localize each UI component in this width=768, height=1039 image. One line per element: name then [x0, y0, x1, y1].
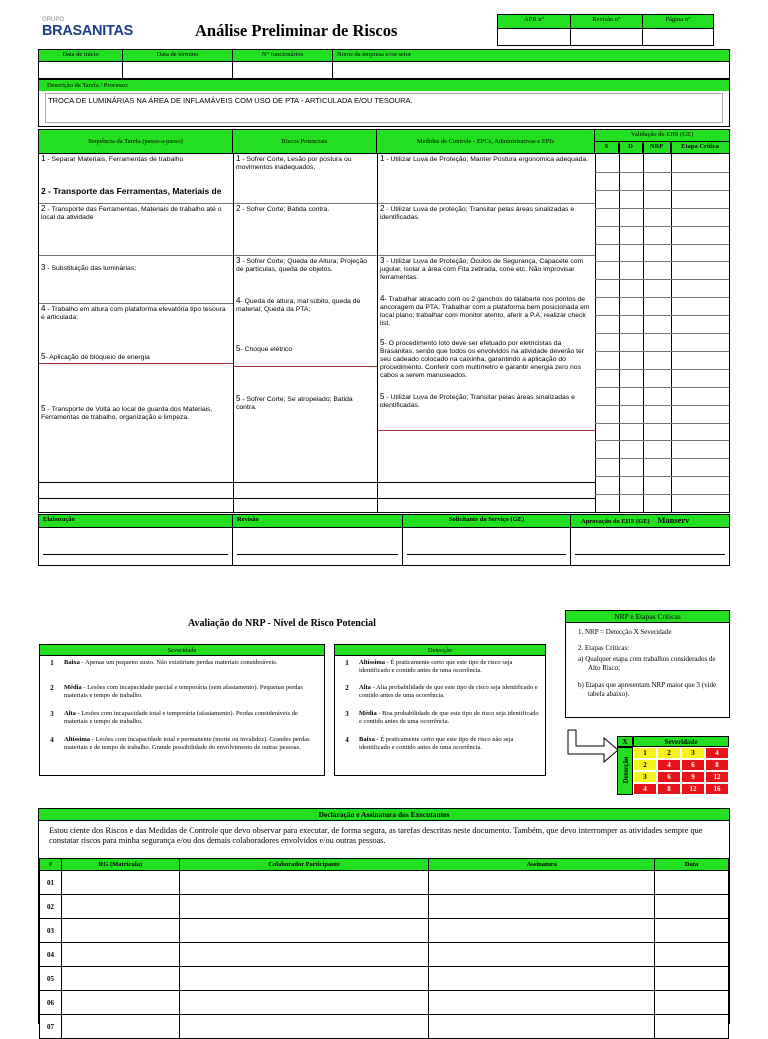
nrp-box-title: NRP e Etapas Críticas — [566, 611, 729, 623]
matrix-cell: 16 — [705, 783, 729, 795]
logo — [42, 17, 138, 43]
th-medidas: Medidas de Controle - EPCs, Administrativas e EPIs — [377, 130, 595, 154]
step-3 — [39, 256, 233, 304]
nome-empresa-label: Nome da empresa e/ou setor — [333, 50, 729, 62]
validation-grid-line — [595, 405, 729, 406]
risk-3-num: 3 — [236, 256, 241, 265]
measure-6-num: 5 — [380, 392, 385, 401]
severidade-text: - Lesões com incapacidade parcial e temporária (sem afastamento). Pequenas perdas materiais e tempo de trabalho. — [64, 684, 303, 699]
measure-6-text: - Utilizar Luva de Proteção; Transitar pelas áreas sinalizadas e identificadas. — [380, 394, 575, 409]
validation-grid-line — [595, 208, 729, 209]
pagina-value[interactable] — [643, 29, 713, 45]
validation-grid-line — [595, 440, 729, 441]
matrix-severidade: Severidade — [633, 736, 729, 747]
risk-2-num: 2 — [236, 204, 241, 213]
matrix-cell: 4 — [633, 783, 657, 795]
measure-1-text: - Utilizar Luva de Proteção; Manter Postura ergonomica adequada. — [384, 156, 589, 163]
step-2-num: 2 — [41, 204, 46, 213]
risk-6-num: 5 — [236, 394, 241, 403]
step-3-num: 3 — [41, 263, 46, 272]
elaboracao-sign-field[interactable] — [39, 528, 233, 565]
validation-grid-line — [595, 351, 729, 352]
col-rg: RG (Matrícula) — [61, 859, 179, 871]
executor-row — [40, 967, 729, 991]
executor-name-field[interactable] — [179, 895, 429, 919]
risk-3 — [234, 256, 377, 292]
validation-grid[interactable] — [595, 154, 729, 512]
measure-2-text: - Utilizar Luva de proteção; Transitar pelas áreas sinalizadas e identificadas. — [380, 206, 575, 221]
executor-row-num: 07 — [40, 1015, 62, 1039]
severidade-num: 1 — [50, 659, 54, 667]
executor-name-field[interactable] — [179, 943, 429, 967]
col-num: # — [40, 859, 62, 871]
col-data: Data — [655, 859, 729, 871]
risk-4-num: 4 — [236, 296, 241, 305]
info-row — [38, 49, 730, 79]
nrp-item2: 2. Etapas Críticas: — [578, 644, 630, 652]
risk-5 — [234, 344, 377, 358]
measure-3-num: 3 — [380, 256, 385, 265]
executor-rg-field[interactable] — [61, 1015, 179, 1039]
descricao-text: TROCA DE LUMINÁRIAS NA ÁREA DE INFLAMÁVEIS COM USO DE PTA - ARTICULADA E/OU TESOURA. — [48, 96, 413, 105]
measure-6 — [378, 392, 595, 414]
page-title: Análise Preliminar de Riscos — [195, 21, 398, 40]
validation-grid-line — [595, 458, 729, 459]
aprovacao-text: Aprovação do EHS (GE) — [581, 518, 650, 525]
executor-rg-field[interactable] — [61, 943, 179, 967]
nrp-box — [565, 610, 730, 718]
severidade-level: Altíssima — [64, 736, 90, 743]
matrix-cell: 4 — [657, 759, 681, 771]
risk-1-text: - Sofrer Corte, Lesão por postura ou movimentos inadequados, — [236, 156, 352, 171]
risk-2-text: - Sofrer Corte; Batida contra. — [240, 206, 330, 213]
executor-row-num: 02 — [40, 895, 62, 919]
executor-signature-field[interactable] — [429, 919, 655, 943]
validation-grid-line — [595, 297, 729, 298]
deteccao-text: - Alta probabilidade de que este tipo de risco seja identificado e contido antes de uma ocorrência. — [359, 684, 538, 699]
executor-date-field[interactable] — [655, 919, 729, 943]
measure-5 — [378, 338, 595, 388]
validation-grid-line — [595, 494, 729, 495]
th-etapa-critica: Etapa Crítica — [671, 142, 729, 154]
data-inicio-label: Data de início — [39, 50, 123, 62]
step-6-text: - Transporte de Volta ao local de guarda dos Materiais, Ferramentas de trabalho, organização e limpeza. — [41, 406, 213, 421]
risk-2 — [234, 204, 377, 256]
measure-3-text: - Utilizar Luva de Proteção; Óculos de Segurança, Capacete com jugular, isolar a área com Fita zebrada, cone etc. Não improvisar ferramentas. — [380, 258, 584, 281]
risk-5-num: 5 — [236, 344, 241, 353]
deteccao-title: Detecção — [335, 645, 545, 656]
severidade-title: Severidade — [40, 645, 324, 656]
signature-row — [38, 514, 730, 566]
revisao-sign-field[interactable] — [233, 528, 403, 565]
matrix-cell: 1 — [633, 747, 657, 759]
executor-date-field[interactable] — [655, 871, 729, 895]
deteccao-text: - É praticamente certo que este tipo de risco seja identificado e contido antes de uma ocorrência. — [359, 659, 513, 674]
measure-1 — [378, 154, 595, 204]
executor-name-field[interactable] — [179, 967, 429, 991]
executor-rg-field[interactable] — [61, 967, 179, 991]
executor-row — [40, 895, 729, 919]
matrix-cell: 2 — [633, 759, 657, 771]
nrp-item1: 1. NRP = Detecção X Severidade — [578, 628, 672, 636]
nrp-item-b: b) Etapas que apresentam NRP maior que 3 (vide tabela abaixo). — [578, 681, 717, 698]
th-sequencia: Sequência da Tarefa (passo-a-passo) — [39, 130, 233, 154]
col-colab: Colaborador Participante — [179, 859, 429, 871]
executor-row — [40, 943, 729, 967]
severidade-item — [40, 682, 324, 708]
deteccao-level: Alta — [359, 684, 371, 691]
deteccao-num: 1 — [345, 659, 349, 667]
executor-row — [40, 1015, 729, 1039]
executor-name-field[interactable] — [179, 871, 429, 895]
executor-name-field[interactable] — [179, 991, 429, 1015]
deteccao-text: - É praticamente certo que este tipo de risco não seja identificado e contido antes de uma ocorrência. — [359, 736, 514, 751]
executor-rg-field[interactable] — [61, 871, 179, 895]
validation-grid-line — [595, 387, 729, 388]
num-funcionarios-label: N° funcionários — [233, 50, 333, 62]
solicitante-label: Solicitante do Serviço (GE) — [403, 515, 571, 528]
apr-box — [497, 14, 714, 46]
risk-4-text: - Queda de altura, mal súbito, queda de material; Queda da PTA; — [236, 298, 361, 313]
executor-row-num: 05 — [40, 967, 62, 991]
severidade-text: - Lesões com incapacidade total e temporária (afastamento). Perdas consideráveis de materiais e tempo de trabalho. — [64, 710, 298, 725]
risk-6-text: - Sofrer Corte; Se atropelado; Batida contra. — [236, 396, 353, 411]
aprovacao-label — [571, 515, 729, 528]
step-3-text: - Substituição das luminárias; — [45, 265, 137, 272]
th-validacao: Validação do EHS (GE) — [595, 130, 729, 142]
nome-empresa-field[interactable] — [333, 62, 729, 78]
matrix-cell: 3 — [633, 771, 657, 783]
deteccao-level: Média — [359, 710, 377, 717]
executor-date-field[interactable] — [655, 895, 729, 919]
measure-2 — [378, 204, 595, 256]
step-5-num: 5 — [41, 352, 46, 361]
risk-4 — [234, 296, 377, 320]
step-5 — [39, 352, 233, 364]
th-nrp: NRP — [643, 142, 671, 154]
validation-grid-line — [595, 244, 729, 245]
matrix-cell: 8 — [705, 759, 729, 771]
step-2 — [39, 204, 233, 256]
deteccao-item — [335, 656, 545, 682]
arrow-icon — [566, 728, 620, 770]
matrix-x: X — [617, 736, 633, 747]
severidade-text: - Apenas um pequeno susto. Não existiriam perdas materiais consideráveis. — [79, 659, 278, 666]
apr-label: APR n° — [498, 15, 571, 29]
risk-6 — [234, 394, 377, 416]
executor-signature-field[interactable] — [429, 967, 655, 991]
validation-grid-line — [595, 279, 729, 280]
revisao-value[interactable] — [571, 29, 643, 45]
measure-5-text: - O procedimento loto deve ser efetuado por eletricistas da Brasanitas, sendo que todos os envolvidos na atividade deverão ter seu cadeado colocado na caixinha, garantindo a aplicação do procedimento. Conferir com multímetro e garantir energia zero nos cabos a serem manuseados. — [380, 340, 585, 379]
matrix-cell: 9 — [681, 771, 705, 783]
col-ass: Assinatura — [429, 859, 655, 871]
validation-grid-line — [595, 315, 729, 316]
matrix-cell: 3 — [681, 747, 705, 759]
measure-1-num: 1 — [380, 154, 385, 163]
th-s: S — [595, 142, 619, 154]
executor-rg-field[interactable] — [61, 895, 179, 919]
measure-4 — [378, 294, 595, 334]
risk-table — [38, 129, 730, 513]
executor-row — [40, 919, 729, 943]
pagina-label: Página n° — [643, 15, 713, 29]
deteccao-level: Altíssima — [359, 659, 385, 666]
matrix-cell: 2 — [657, 747, 681, 759]
severidade-level: Média — [64, 684, 82, 691]
severidade-text: - Lesões com incapacidade total e permanente (morte ou invalidez). Grandes perdas materiais e de tempo de trabalho. Grande possibilidade do envolvimento de outras pessoas. — [64, 736, 310, 751]
executor-row — [40, 871, 729, 895]
step-1-num: 1 — [41, 154, 46, 163]
deteccao-text: - Boa probabilidade de que este tipo de risco seja identificado e contido antes de uma ocorrência. — [359, 710, 539, 725]
revisao-label: Revisão n° — [571, 15, 643, 29]
deteccao-num: 2 — [345, 684, 349, 692]
num-funcionarios-field[interactable] — [233, 62, 333, 78]
step-6 — [39, 404, 233, 438]
matrix-deteccao-cell — [617, 747, 633, 795]
severidade-item — [40, 708, 324, 734]
executor-signature-field[interactable] — [429, 895, 655, 919]
executor-row-num: 06 — [40, 991, 62, 1015]
measure-5-num: 5 — [380, 338, 385, 347]
aprovacao-sign-field[interactable] — [571, 528, 729, 565]
logo-group-text: GRUPO — [42, 17, 65, 23]
step-1 — [39, 154, 233, 204]
step-4-text: - Trabalho em altura com plataforma elevatória tipo tesoura e articulada; — [41, 306, 226, 321]
measure-2-num: 2 — [380, 204, 385, 213]
deteccao-item — [335, 708, 545, 734]
validation-grid-line — [595, 226, 729, 227]
matrix-cell: 6 — [681, 759, 705, 771]
step-5-text: - Aplicação de bloqueio de energia — [45, 354, 150, 361]
nrp-eval-title: Avaliação do NRP - Nível de Risco Potencial — [188, 618, 376, 629]
executor-signature-field[interactable] — [429, 1015, 655, 1039]
severidade-item — [40, 656, 324, 682]
executor-row-num: 01 — [40, 871, 62, 895]
matrix-cell: 12 — [681, 783, 705, 795]
declaration-box — [38, 808, 730, 1031]
executor-signature-field[interactable] — [429, 991, 655, 1015]
executor-row-num: 03 — [40, 919, 62, 943]
nrp-item-a: a) Qualquer etapa com trabalhos considerados de Alto Risco; — [578, 655, 716, 672]
step-1-text: - Separar Materiais, Ferramentas de trabalho — [45, 156, 184, 163]
severidade-num: 4 — [50, 736, 54, 744]
elaboracao-label: Elaboração — [39, 515, 233, 528]
step-4-num: 4 — [41, 304, 46, 313]
th-riscos: Riscos Potenciais — [233, 130, 377, 154]
data-termino-label: Data de término — [123, 50, 233, 62]
deteccao-num: 3 — [345, 710, 349, 718]
validation-grid-line — [595, 172, 729, 173]
matrix-deteccao: Detecção — [622, 756, 630, 784]
risk-3-text: - Sofrer Corte; Queda de Altura; Projeção de partículas, queda de objetos. — [236, 258, 368, 273]
executor-row-num: 04 — [40, 943, 62, 967]
severidade-level: Baixa — [64, 659, 80, 666]
descricao-field[interactable] — [45, 93, 723, 123]
severidade-num: 3 — [50, 710, 54, 718]
declaration-text: Estou ciente dos Riscos e das Medidas de Controle que devo observar para executar, de forma segura, as tarefas descritas neste documento. Também, que devo interromper as atividades sempre que constatar riscos para minha segurança e/ou dos demais colaboradores envolvidos e/ou outras pessoas. — [49, 826, 703, 845]
validation-grid-line — [595, 261, 729, 262]
executor-date-field[interactable] — [655, 943, 729, 967]
deteccao-box — [334, 644, 546, 776]
executor-signature-field[interactable] — [429, 943, 655, 967]
executor-date-field[interactable] — [655, 1015, 729, 1039]
logo-brand-text: BRASANITAS — [42, 23, 133, 39]
severidade-box — [39, 644, 325, 776]
data-termino-field[interactable] — [123, 62, 233, 78]
th-d: D — [619, 142, 643, 154]
data-inicio-field[interactable] — [39, 62, 123, 78]
nrp-matrix — [617, 736, 729, 796]
deteccao-item — [335, 682, 545, 708]
matrix-cell: 4 — [705, 747, 729, 759]
executor-name-field[interactable] — [179, 1015, 429, 1039]
validation-grid-line — [595, 423, 729, 424]
severidade-num: 2 — [50, 684, 54, 692]
step-6-num: 5 — [41, 404, 46, 413]
risk-1-num: 1 — [236, 154, 241, 163]
descricao-box — [38, 79, 730, 127]
descricao-label: Descrição da Tarefa / Processo: — [39, 80, 729, 91]
severidade-level: Alta — [64, 710, 76, 717]
executor-row — [40, 991, 729, 1015]
validation-grid-line — [595, 476, 729, 477]
deteccao-level: Baixa — [359, 736, 375, 743]
executor-rg-field[interactable] — [61, 991, 179, 1015]
validation-grid-line — [595, 190, 729, 191]
executor-date-field[interactable] — [655, 967, 729, 991]
matrix-cell: 12 — [705, 771, 729, 783]
measure-4-text: - Trabalhar atracado com os 2 ganchos do talabarte nos pontos de ancoragem da PTA; Trabalhar com a plataforma bem posicionada em local plano; trabalhar com monitor atento, aferir a P.A, realizar check list, — [380, 296, 590, 327]
executor-signature-field[interactable] — [429, 871, 655, 895]
matrix-cell: 8 — [657, 783, 681, 795]
measure-4-num: 4 — [380, 294, 385, 303]
severidade-item — [40, 734, 324, 774]
step-1-sub: 2 - Transporte das Ferramentas, Materiais de — [41, 186, 222, 196]
revisao-sign-label: Revisão — [233, 515, 403, 528]
risk-1 — [234, 154, 377, 204]
risk-5-text: - Choque elétrico — [240, 346, 293, 353]
step-4 — [39, 304, 233, 352]
validation-grid-line — [595, 333, 729, 334]
declaration-title: Declaração e Assinatura dos Executantes — [39, 809, 729, 821]
executor-rg-field[interactable] — [61, 919, 179, 943]
solicitante-sign-field[interactable] — [403, 528, 571, 565]
apr-value[interactable] — [498, 29, 571, 45]
executor-date-field[interactable] — [655, 991, 729, 1015]
matrix-cell: 6 — [657, 771, 681, 783]
deteccao-num: 4 — [345, 736, 349, 744]
deteccao-item — [335, 734, 545, 774]
step-2-text: - Transporte das Ferramentas, Materiais de trabalho até o local da atividade — [41, 206, 222, 221]
measure-3 — [378, 256, 595, 294]
validation-grid-line — [595, 369, 729, 370]
executor-name-field[interactable] — [179, 919, 429, 943]
manserv-text: Manserv — [657, 515, 690, 525]
